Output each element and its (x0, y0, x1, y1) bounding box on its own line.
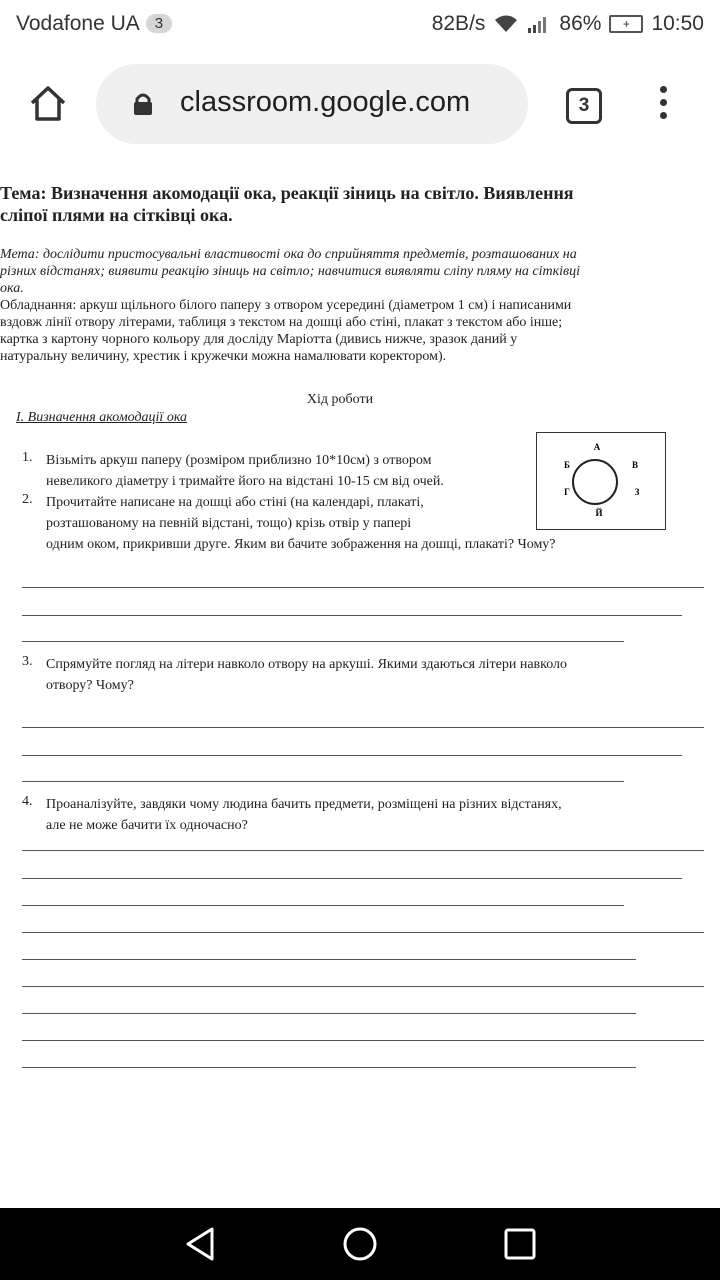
letter-b: Б (564, 460, 570, 470)
answer-line (22, 615, 682, 616)
answer-line (22, 755, 682, 756)
item-2-line-1: Прочитайте написане на дошці або стіні (на календарі, плакаті, (46, 495, 424, 510)
lock-icon (132, 92, 154, 116)
battery-icon: + (609, 15, 643, 33)
goal-and-equipment (0, 246, 700, 365)
overflow-menu-icon[interactable] (656, 86, 670, 126)
item-2 (46, 492, 556, 555)
answer-line (22, 1067, 636, 1068)
item-1-line-1: Візьміть аркуш паперу (розміром приблизно 10*10см) з отвором (46, 453, 432, 468)
goal-line-3: ока. (0, 281, 24, 296)
tab-switcher-button[interactable]: 3 (566, 88, 602, 124)
item-number-1: 1. (22, 450, 33, 465)
aperture-figure (536, 432, 666, 530)
status-right (432, 12, 704, 36)
answer-line (22, 1013, 636, 1014)
item-1 (46, 450, 444, 492)
letter-v: В (631, 460, 639, 470)
back-icon[interactable] (184, 1226, 216, 1262)
home-icon[interactable] (28, 84, 68, 124)
answer-line (22, 932, 704, 933)
item-number-4: 4. (22, 794, 33, 809)
goal-line-2: різних відстанях; виявити реакцію зіниць на світло; навчитися виявляти сліпу пляму на сітківці (0, 264, 581, 279)
item-4-line-1: Проаналізуйте, завдяки чому людина бачить предмети, розміщені на різних відстанях, (46, 797, 562, 812)
item-4-line-2: але не може бачити їх одночасно? (46, 818, 248, 833)
title-line-1: Тема: Визначення акомодації ока, реакції зіниць на світло. Виявлення (0, 183, 574, 203)
network-speed: 82B/s (431, 12, 486, 35)
answer-line (22, 986, 704, 987)
equipment-line-2: вздовж лінії отвору літерами, таблиця з текстом на дошці або стіні, плакат з текстом або інше; (0, 315, 563, 330)
answer-line (22, 959, 636, 960)
clock: 10:50 (651, 12, 704, 35)
answer-line (22, 781, 624, 782)
goal-label: Мета: (0, 247, 40, 262)
title-line-2: сліпої плями на сітківці ока. (0, 205, 233, 225)
answer-line (22, 587, 704, 588)
item-3-line-1: Спрямуйте погляд на літери навколо отвору на аркуші. Якими здаються літери навколо (46, 657, 568, 672)
carrier-name: Vodafone UA (16, 12, 140, 35)
sim-badge: 3 (146, 14, 172, 33)
battery-percent: 86% (559, 12, 602, 35)
item-3-line-2: отвору? Чому? (46, 678, 134, 693)
item-2-line-3: одним оком, прикривши друге. Яким ви бачите зображення на дошці, плакаті? Чому? (46, 537, 556, 552)
item-1-line-2: невеликого діаметру і тримайте його на відстані 10-15 см від очей. (46, 474, 444, 489)
item-3 (46, 654, 567, 696)
letter-z: З (634, 487, 640, 497)
goal-line-1 (0, 246, 700, 263)
equipment-line-4: натуральну величину, хрестик і кружечки можна намалювати коректором). (0, 349, 447, 364)
answer-line (22, 1040, 704, 1041)
answer-line (22, 850, 704, 851)
letter-g: Г (564, 487, 570, 497)
carrier (16, 12, 172, 36)
signal-icon (527, 14, 551, 34)
item-number-2: 2. (22, 492, 33, 507)
wifi-icon (493, 14, 519, 34)
answer-line (22, 641, 624, 642)
item-4 (46, 794, 562, 836)
equipment-line-1: Обладнання: аркуш щільного білого паперу з отвором усередині (діаметром 1 см) і написаними (0, 298, 572, 313)
home-nav-icon[interactable] (342, 1226, 378, 1262)
recents-icon[interactable] (504, 1228, 536, 1260)
equipment-line-3: картка з картону чорного кольору для досліду Маріотта (дивись нижче, зразок даний у (0, 332, 518, 347)
answer-line (22, 905, 624, 906)
answer-line (22, 878, 682, 879)
url-text: classroom.google.com (180, 86, 471, 118)
page-title (0, 182, 700, 226)
procedure-heading: Хід роботи (306, 392, 374, 407)
item-2-line-2: розташованому на певній відстані, тощо) крізь отвір у папері (46, 516, 412, 531)
section-heading: І. Визначення акомодації ока (16, 410, 188, 425)
letter-y: Й (595, 508, 603, 518)
browser-toolbar (0, 50, 720, 160)
aperture-diagram (537, 433, 665, 529)
answer-line (22, 727, 704, 728)
letter-a: А (593, 442, 601, 452)
goal-text-1: дослідити пристосувальні властивості ока до сприйняття предметів, розташованих на (39, 247, 577, 262)
status-bar (0, 0, 720, 50)
address-bar[interactable] (96, 64, 528, 144)
document-page (0, 160, 720, 1208)
item-number-3: 3. (22, 654, 33, 669)
navigation-bar (0, 1208, 720, 1280)
